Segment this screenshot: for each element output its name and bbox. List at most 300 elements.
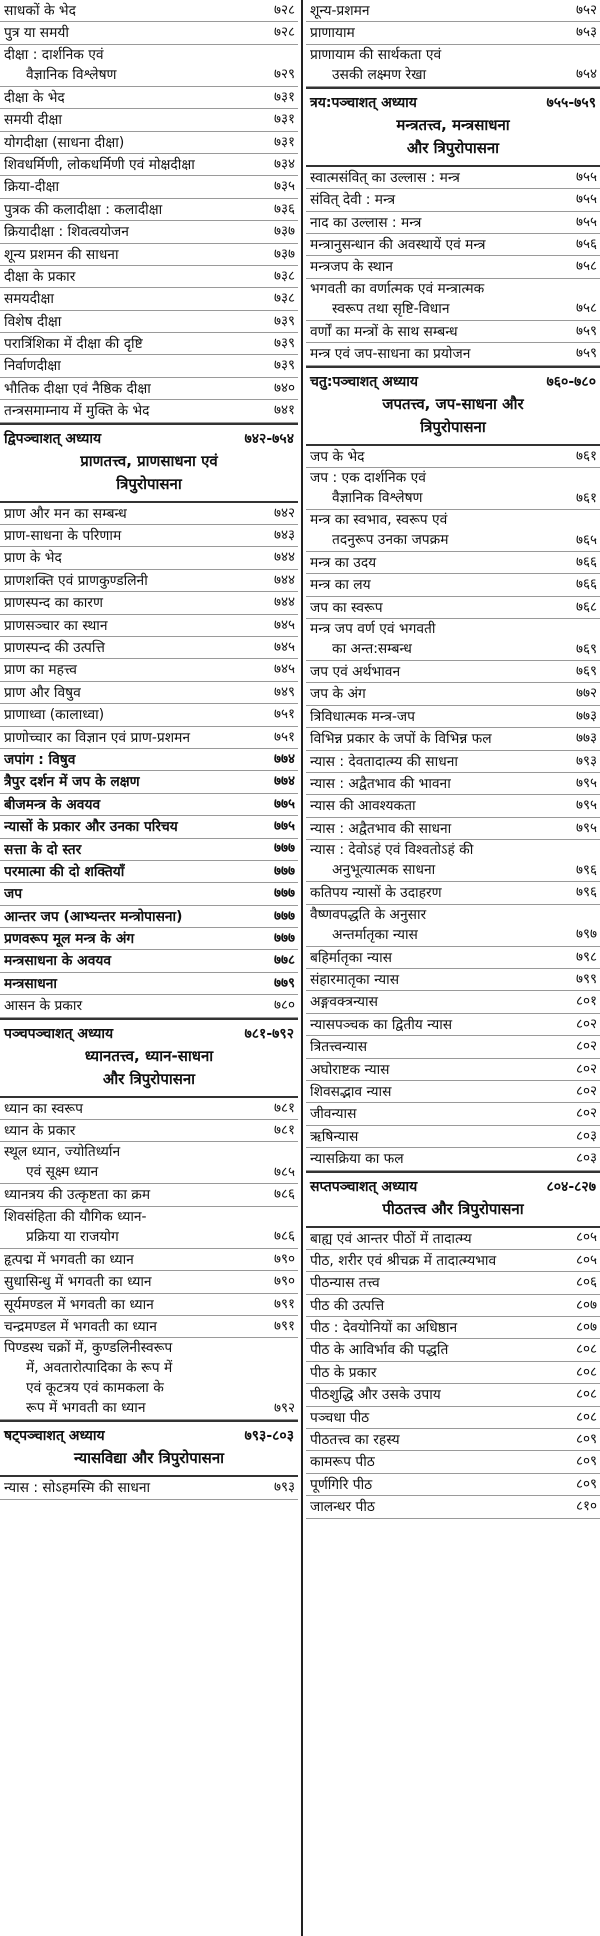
- toc-entry-title: [4, 682, 250, 704]
- toc-entry-title-line: साधकों के भेद: [4, 3, 76, 19]
- toc-entry-title: [4, 1294, 250, 1316]
- toc-entry-title: [4, 311, 250, 333]
- toc-entry: [0, 221, 298, 243]
- toc-entry-title: [310, 991, 552, 1013]
- chapter-heading-row: [4, 1425, 294, 1447]
- toc-entry-title-line: कतिपय न्यासों के उदाहरण: [310, 885, 442, 902]
- toc-entry-page: ७४४: [273, 594, 295, 611]
- toc-entry-page: ७५१: [273, 706, 295, 723]
- toc-entry-title: [310, 619, 552, 659]
- toc-entry-title: [310, 1407, 552, 1429]
- toc-entry-page: ८०८: [575, 1341, 597, 1358]
- toc-entry-page: ७३७: [273, 223, 295, 240]
- chapter-heading-row: [4, 428, 294, 450]
- toc-entry-title-line: जप का स्वरूप: [310, 599, 383, 616]
- toc-entry: [306, 795, 600, 817]
- toc-entry-page: ७७७: [273, 885, 295, 902]
- toc-entry-page: ८०९: [575, 1431, 597, 1447]
- chapter-heading: [0, 1420, 298, 1477]
- toc-entry-page: ७६१: [575, 489, 597, 506]
- toc-entry: [306, 1339, 600, 1361]
- toc-entry-title-line: प्राणशक्ति एवं प्राणकुण्डलिनी: [4, 572, 148, 589]
- toc-entry: [306, 1059, 600, 1081]
- toc-entry-title-line: प्राणोच्चार का विज्ञान एवं प्राण-प्रशमन: [4, 729, 190, 746]
- toc-entry-title: [4, 906, 250, 928]
- chapter-subtitle: ध्यानतत्त्व, ध्यान-साधना: [84, 1046, 214, 1065]
- toc-entry-title-line: नाद का उल्लास : मन्त्र: [310, 214, 422, 231]
- toc-entry-title-line: तन्त्रसमाम्नाय में मुक्ति के भेद: [4, 403, 150, 420]
- toc-entry-title-line: का अन्त:सम्बन्ध: [332, 641, 412, 658]
- toc-entry-title: [310, 1059, 552, 1081]
- toc-entry-title-line: वर्णों का मन्त्रों के साथ सम्बन्ध: [310, 323, 458, 340]
- toc-entry: [306, 1126, 600, 1148]
- toc-entry-title-line: निर्वाणदीक्षा: [4, 358, 61, 375]
- toc-entry-title: [310, 1148, 552, 1170]
- toc-entry: [0, 355, 298, 377]
- toc-entry: [0, 1120, 298, 1142]
- toc-entry-title-line: पुत्रक की कलादीक्षा : कलादीक्षा: [4, 201, 163, 218]
- toc-entry-title-line: बहिर्मातृका न्यास: [310, 949, 392, 966]
- toc-entry-page: ७४१: [273, 402, 295, 419]
- toc-entry: [306, 510, 600, 552]
- toc-entry-page: ७९१: [273, 1295, 295, 1312]
- toc-entry-title: [4, 154, 250, 176]
- toc-entry-title: [4, 525, 250, 547]
- toc-entry-title: [4, 244, 250, 266]
- toc-entry-title-line: समयदीक्षा: [4, 291, 54, 308]
- toc-entry-page: ७३१: [273, 88, 295, 105]
- toc-entry-title: [310, 1429, 552, 1451]
- chapter-title: सप्तपञ्चाशत् अध्याय: [310, 1178, 418, 1195]
- toc-entry: [0, 1184, 298, 1206]
- toc-entry-title: [310, 969, 552, 991]
- toc-entry-title: [310, 1339, 552, 1361]
- toc-entry-page: ७९६: [575, 861, 597, 878]
- toc-entry-page: ७३९: [273, 357, 295, 374]
- toc-entry-page: ७४५: [273, 661, 295, 678]
- toc-entry: [306, 0, 600, 22]
- toc-entry-title: [4, 794, 250, 816]
- toc-entry: [306, 683, 600, 705]
- toc-entry-page: ७३९: [273, 312, 295, 329]
- toc-entry-page: ८०९: [575, 1475, 597, 1492]
- chapter-heading: [306, 1171, 600, 1228]
- toc-entry-title-line: प्राण का महत्त्व: [4, 662, 77, 679]
- toc-entry-title: [4, 861, 250, 883]
- toc-entry-title: [310, 446, 552, 468]
- toc-entry-page: ७७४: [273, 773, 295, 790]
- toc-entry-page: ७३५: [273, 178, 295, 195]
- toc-entry-title: [4, 973, 250, 995]
- toc-entry-title: [4, 1338, 250, 1418]
- toc-entry-page: ७४५: [273, 638, 295, 655]
- chapter-title: षट्पञ्चाशत् अध्याय: [4, 1428, 105, 1445]
- toc-entry: [306, 279, 600, 321]
- toc-entry-title-line: योगदीक्षा (साधना दीक्षा): [4, 134, 125, 151]
- toc-entry: [0, 1338, 298, 1420]
- toc-entry-title: [310, 773, 552, 795]
- toc-entry-page: ८०२: [575, 1038, 597, 1055]
- toc-entry: [0, 883, 298, 905]
- chapter-heading-row: [4, 1023, 294, 1045]
- toc-entry-page: ८०८: [575, 1408, 597, 1425]
- toc-entry-title: [310, 706, 552, 728]
- toc-entry-title: [310, 1250, 552, 1272]
- toc-entry-title-line: वैष्णवपद्धति के अनुसार: [310, 906, 427, 923]
- chapter-heading-row: [310, 1176, 596, 1198]
- toc-entry: [0, 1271, 298, 1293]
- toc-entry-page: ७६५: [575, 531, 597, 548]
- toc-entry: [306, 947, 600, 969]
- toc-entry-page: ८०८: [575, 1386, 597, 1403]
- toc-entry-page: ७७७: [273, 907, 295, 924]
- toc-entry-title-line: मन्त्र जप वर्ण एवं भगवती: [310, 621, 436, 638]
- toc-entry-page: ७५६: [575, 235, 597, 252]
- toc-entry: [0, 45, 298, 87]
- toc-entry-page: ७६६: [575, 553, 597, 570]
- toc-entry: [306, 1317, 600, 1339]
- toc-entry-title-line: अघोराष्टक न्यास: [310, 1061, 390, 1078]
- toc-entry-title-line: सूर्यमण्डल में भगवती का ध्यान: [4, 1296, 154, 1313]
- toc-entry-title-line: जप: [4, 886, 23, 903]
- toc-entry: [306, 1474, 600, 1496]
- toc-entry-page: ७७७: [273, 862, 295, 879]
- toc-entry-title: [4, 221, 250, 243]
- toc-entry-page: ८०३: [575, 1127, 597, 1144]
- toc-entry-title-line: पञ्चधा पीठ: [310, 1409, 370, 1426]
- toc-entry: [0, 199, 298, 221]
- toc-entry-title: [310, 212, 552, 234]
- toc-entry-title: [4, 839, 250, 861]
- toc-entry: [306, 991, 600, 1013]
- toc-entry-title: [310, 0, 552, 22]
- chapter-subtitle: त्रिपुरोपासना: [116, 474, 182, 493]
- toc-entry-title-line: पीठ के प्रकार: [310, 1364, 377, 1381]
- chapter-page-range: ७८१-७९२: [244, 1025, 294, 1042]
- toc-entry-title-line: विभिन्न प्रकार के जपों के विभिन्न फल: [310, 731, 492, 748]
- chapter-subtitle: जपतत्त्व, जप-साधना और: [382, 394, 524, 413]
- toc-entry: [306, 1295, 600, 1317]
- toc-entry-title-line: पीठतत्त्व का रहस्य: [310, 1432, 400, 1449]
- toc-entry-title-line: न्यास : देवोऽहं एवं विश्वतोऽहं की: [310, 842, 474, 859]
- toc-entry-title-line: न्यासक्रिया का फल: [310, 1151, 404, 1168]
- toc-entry-page: ८०५: [575, 1251, 597, 1268]
- toc-entry-title-line: में, अवतारोत्पादिका के रूप में: [26, 1360, 173, 1377]
- toc-entry: [0, 1249, 298, 1271]
- toc-entry-title: [4, 615, 250, 637]
- toc-entry-title: [310, 45, 552, 85]
- toc-entry-title: [310, 167, 552, 189]
- toc-entry: [0, 503, 298, 525]
- toc-entry: [306, 321, 600, 343]
- toc-entry: [306, 597, 600, 619]
- toc-entry-page: ७९१: [273, 1317, 295, 1334]
- toc-entry: [306, 1228, 600, 1250]
- toc-entry-title: [4, 1207, 250, 1247]
- toc-entry-page: ७७७: [273, 840, 295, 857]
- toc-entry-page: ८०७: [575, 1319, 597, 1336]
- toc-entry-title-line: शिवधर्मिणी, लोकधर्मिणी एवं मोक्षदीक्षा: [4, 156, 195, 173]
- toc-entry-title: [310, 818, 552, 840]
- toc-entry-title-line: जप के अंग: [310, 686, 366, 703]
- toc-entry-title: [4, 547, 250, 569]
- toc-entry: [306, 1384, 600, 1406]
- toc-entry: [306, 468, 600, 510]
- toc-entry: [306, 706, 600, 728]
- toc-entry: [0, 244, 298, 266]
- toc-entry-title-line: न्यास : सोऽहमस्मि की साधना: [4, 1480, 151, 1497]
- toc-entry-title: [4, 749, 250, 771]
- toc-entry-title: [4, 1184, 250, 1206]
- toc-entry: [306, 905, 600, 947]
- toc-entry-page: ७८५: [273, 1164, 295, 1180]
- toc-entry-page: ७९८: [575, 948, 597, 965]
- toc-entry-title: [310, 1474, 552, 1496]
- toc-entry-title-line: पीठ के आविर्भाव की पद्धति: [310, 1342, 449, 1359]
- toc-entry: [306, 1451, 600, 1473]
- toc-entry-title-line: त्रितत्त्वन्यास: [310, 1039, 368, 1056]
- toc-entry-title: [4, 1316, 250, 1338]
- toc-entry-page: ७७५: [273, 795, 295, 812]
- toc-entry: [306, 212, 600, 234]
- toc-entry-title: [310, 1014, 552, 1036]
- toc-entry: [0, 378, 298, 400]
- toc-entry-title-line: न्यासपञ्चक का द्वितीय न्यास: [310, 1016, 453, 1033]
- toc-entry-page: ८०२: [575, 1060, 597, 1077]
- toc-entry-page: ७९०: [273, 1250, 295, 1267]
- toc-entry-title-line: क्रिया-दीक्षा: [4, 179, 60, 196]
- toc-entry-title-line: बाह्य एवं आन्तर पीठों में तादात्म्य: [310, 1230, 472, 1247]
- toc-entry-title-line: जप एवं अर्थभावन: [310, 664, 401, 681]
- toc-entry-title: [4, 176, 250, 198]
- toc-entry: [306, 773, 600, 795]
- toc-entry-title: [4, 503, 250, 525]
- toc-entry-title: [310, 661, 552, 683]
- toc-entry-title: [4, 592, 250, 614]
- toc-entry-page: ८०६: [575, 1274, 597, 1291]
- toc-entry-title-line: जपांग : विषुव: [4, 751, 76, 768]
- chapter-page-range: ७९३-८०३: [244, 1428, 294, 1445]
- toc-entry-title: [310, 22, 552, 44]
- toc-entry: [0, 794, 298, 816]
- toc-entry-page: ८०८: [575, 1363, 597, 1380]
- toc-entry-title: [310, 1451, 552, 1473]
- toc-entry-page: ७५४: [575, 66, 597, 83]
- toc-entry-page: ७९६: [575, 884, 597, 901]
- toc-entry-title-line: प्राणायाम की सार्थकता एवं: [310, 46, 442, 63]
- toc-entry-title: [310, 343, 552, 365]
- toc-entry: [306, 1081, 600, 1103]
- toc-entry: [0, 333, 298, 355]
- toc-entry-page: ८०२: [575, 1015, 597, 1032]
- toc-entry: [306, 1362, 600, 1384]
- toc-entry-title: [4, 288, 250, 310]
- toc-entry: [0, 22, 298, 44]
- chapter-page-range: ७५५-७५९: [546, 94, 596, 111]
- toc-entry-page: ७५५: [575, 191, 597, 208]
- toc-entry-title-line: प्राणसञ्चार का स्थान: [4, 617, 108, 634]
- toc-entry-title-line: विशेष दीक्षा: [4, 313, 62, 330]
- toc-entry: [0, 816, 298, 838]
- toc-entry-title-line: स्वरूप तथा सृष्टि-विधान: [332, 300, 450, 317]
- toc-entry: [0, 0, 298, 22]
- toc-entry-title: [4, 355, 250, 377]
- toc-entry-page: ८०९: [575, 1453, 597, 1470]
- toc-entry-title-line: प्रक्रिया या राजयोग: [26, 1228, 119, 1245]
- toc-entry: [306, 343, 600, 365]
- toc-entry-title-line: ऋषिन्यास: [310, 1128, 359, 1145]
- toc-entry-title: [310, 683, 552, 705]
- toc-entry-page: ७४२: [273, 504, 295, 521]
- toc-entry-page: ७४४: [273, 549, 295, 566]
- toc-entry: [306, 1148, 600, 1170]
- toc-entry: [0, 109, 298, 131]
- toc-entry-page: ७४९: [273, 683, 295, 700]
- toc-entry-title-line: आन्तर जप (आभ्यन्तर मन्त्रोपासना): [4, 908, 183, 925]
- chapter-subtitle: त्रिपुरोपासना: [420, 417, 486, 436]
- toc-entry-page: ७३४: [273, 155, 295, 172]
- toc-entry-page: ८०२: [575, 1082, 597, 1099]
- toc-entry-title: [4, 333, 250, 355]
- toc-entry-title-line: पीठ : देवयोनियों का अधिष्ठान: [310, 1320, 458, 1337]
- toc-entry-title: [310, 1295, 552, 1317]
- toc-entry-title-line: प्राणायाम: [310, 25, 355, 42]
- toc-entry-page: ७९५: [575, 775, 597, 792]
- toc-entry-title-line: ध्यान का स्वरूप: [4, 1100, 83, 1117]
- toc-entry-page: ८०२: [575, 1105, 597, 1122]
- toc-entry-page: ८०१: [575, 993, 597, 1010]
- toc-entry-title: [310, 1103, 552, 1125]
- chapter-subtitle: और त्रिपुरोपासना: [102, 1069, 196, 1088]
- chapter-title: द्विपञ्चाशत् अध्याय: [4, 430, 102, 447]
- toc-entry-title-line: उसकी लक्ष्मण रेखा: [332, 66, 427, 83]
- toc-entry-title-line: पिण्डस्थ चक्रों में, कुण्डलिनीस्वरूप: [4, 1340, 173, 1357]
- toc-entry-title-line: शिवसद्भाव न्यास: [310, 1083, 392, 1100]
- toc-entry-title: [4, 199, 250, 221]
- toc-entry: [306, 256, 600, 278]
- toc-entry: [0, 592, 298, 614]
- toc-entry-page: ७४५: [273, 616, 295, 633]
- toc-entry-page: ७७७: [273, 930, 295, 947]
- chapter-page-range: ७६०-७८०: [546, 373, 596, 390]
- toc-entry-title: [310, 321, 552, 343]
- toc-entry: [0, 1316, 298, 1338]
- toc-entry-page: ७३१: [273, 111, 295, 128]
- toc-entry-page: ७६१: [575, 447, 597, 464]
- chapter-subtitle: न्यासविद्या और त्रिपुरोपासना: [73, 1449, 225, 1468]
- toc-entry-title: [4, 45, 250, 85]
- chapter-heading: [0, 1018, 298, 1098]
- toc-entry-title: [4, 266, 250, 288]
- toc-entry: [0, 771, 298, 793]
- toc-entry-title: [4, 1142, 250, 1182]
- toc-entry-title-line: चन्द्रमण्डल में भगवती का ध्यान: [4, 1318, 157, 1335]
- toc-entry-title-line: प्राणस्पन्द की उत्पत्ति: [4, 639, 105, 656]
- toc-entry-title-line: एवं कूटत्रय एवं कामकला के: [26, 1380, 164, 1397]
- toc-entry: [306, 189, 600, 211]
- toc-entry: [0, 659, 298, 681]
- toc-entry: [306, 1036, 600, 1058]
- toc-entry: [306, 661, 600, 683]
- toc-entry-page: ७९३: [575, 752, 597, 769]
- toc-entry: [306, 1496, 600, 1518]
- toc-entry-page: ८१०: [575, 1498, 597, 1515]
- toc-entry-title: [310, 468, 552, 508]
- toc-entry-page: ७३७: [273, 245, 295, 262]
- toc-entry-title-line: प्राण और मन का सम्बन्ध: [4, 505, 127, 522]
- toc-entry-page: ७९५: [575, 797, 597, 814]
- toc-entry-title-line: मन्त्र का लय: [310, 577, 371, 594]
- toc-entry: [306, 818, 600, 840]
- toc-entry-title-line: वैज्ञानिक विश्लेषण: [332, 489, 423, 506]
- toc-entry-title: [4, 22, 250, 44]
- toc-entry-page: ७७२: [575, 685, 597, 702]
- toc-entry-title-line: समयी दीक्षा: [4, 112, 62, 129]
- toc-entry: [0, 906, 298, 928]
- toc-entry-title: [4, 771, 250, 793]
- toc-entry: [306, 446, 600, 468]
- toc-entry-title-line: सुधासिन्धु में भगवती का ध्यान: [4, 1274, 152, 1291]
- toc-entry-page: ७५९: [575, 345, 597, 362]
- toc-entry-title: [4, 816, 250, 838]
- toc-entry-page: ७५५: [575, 213, 597, 230]
- chapter-subtitle: मन्त्रतत्त्व, मन्त्रसाधना: [396, 115, 510, 134]
- toc-entry-title-line: दीक्षा के भेद: [4, 89, 65, 106]
- toc-entry-title-line: दीक्षा : दार्शनिक एवं: [4, 46, 104, 63]
- toc-entry-title-line: पीठ की उत्पत्ति: [310, 1297, 385, 1314]
- toc-entry-title-line: न्यास : देवतादात्म्य की साधना: [310, 753, 458, 770]
- toc-entry-page: ७३६: [273, 200, 295, 217]
- toc-entry-title: [4, 570, 250, 592]
- toc-entry-title-line: मन्त्रसाधना के अवयव: [4, 953, 112, 970]
- toc-entry-title: [310, 947, 552, 969]
- toc-entry-title-line: जप के भेद: [310, 448, 365, 465]
- chapter-title: चतु:पञ्चाशत् अध्याय: [310, 373, 418, 390]
- toc-entry-title-line: त्रैपुर दर्शन में जप के लक्षण: [4, 774, 140, 791]
- toc-entry-title-line: एवं सूक्ष्म ध्यान: [26, 1164, 99, 1181]
- toc-entry-title-line: ध्यानत्रय की उत्कृष्टता का क्रम: [4, 1187, 151, 1204]
- toc-entry-page: ८०५: [575, 1229, 597, 1246]
- toc-entry: [0, 615, 298, 637]
- toc-entry-page: ७९५: [575, 819, 597, 836]
- toc-entry-title: [4, 950, 250, 972]
- toc-entry-title-line: अङ्गवक्त्रन्यास: [310, 994, 378, 1011]
- toc-entry-title: [310, 510, 552, 550]
- toc-entry-title: [310, 728, 552, 750]
- toc-entry-title: [4, 928, 250, 950]
- toc-entry: [0, 570, 298, 592]
- toc-entry: [0, 400, 298, 422]
- toc-entry: [0, 154, 298, 176]
- toc-entry-title-line: भौतिक दीक्षा एवं नैष्ठिक दीक्षा: [4, 380, 151, 397]
- toc-entry: [306, 1014, 600, 1036]
- chapter-heading: [306, 366, 600, 446]
- toc-entry: [306, 574, 600, 596]
- toc-entry: [306, 1103, 600, 1125]
- toc-entry-title-line: परात्रिंशिका में दीक्षा की दृष्टि: [4, 336, 143, 353]
- toc-entry: [0, 749, 298, 771]
- toc-entry-title: [310, 1126, 552, 1148]
- toc-entry: [0, 928, 298, 950]
- toc-entry-page: ७८६: [273, 1186, 295, 1203]
- toc-entry-title-line: बीजमन्त्र के अवयव: [4, 796, 101, 813]
- chapter-page-range: ७४२-७५४: [244, 430, 294, 447]
- chapter-subtitle: और त्रिपुरोपासना: [406, 138, 500, 157]
- toc-entry-title: [4, 109, 250, 131]
- toc-entry-title-line: शिवसंहिता की यौगिक ध्यान-: [4, 1208, 147, 1225]
- chapter-subtitle: पीठतत्त्व और त्रिपुरोपासना: [382, 1199, 524, 1218]
- toc-entry-page: ७९०: [273, 1273, 295, 1290]
